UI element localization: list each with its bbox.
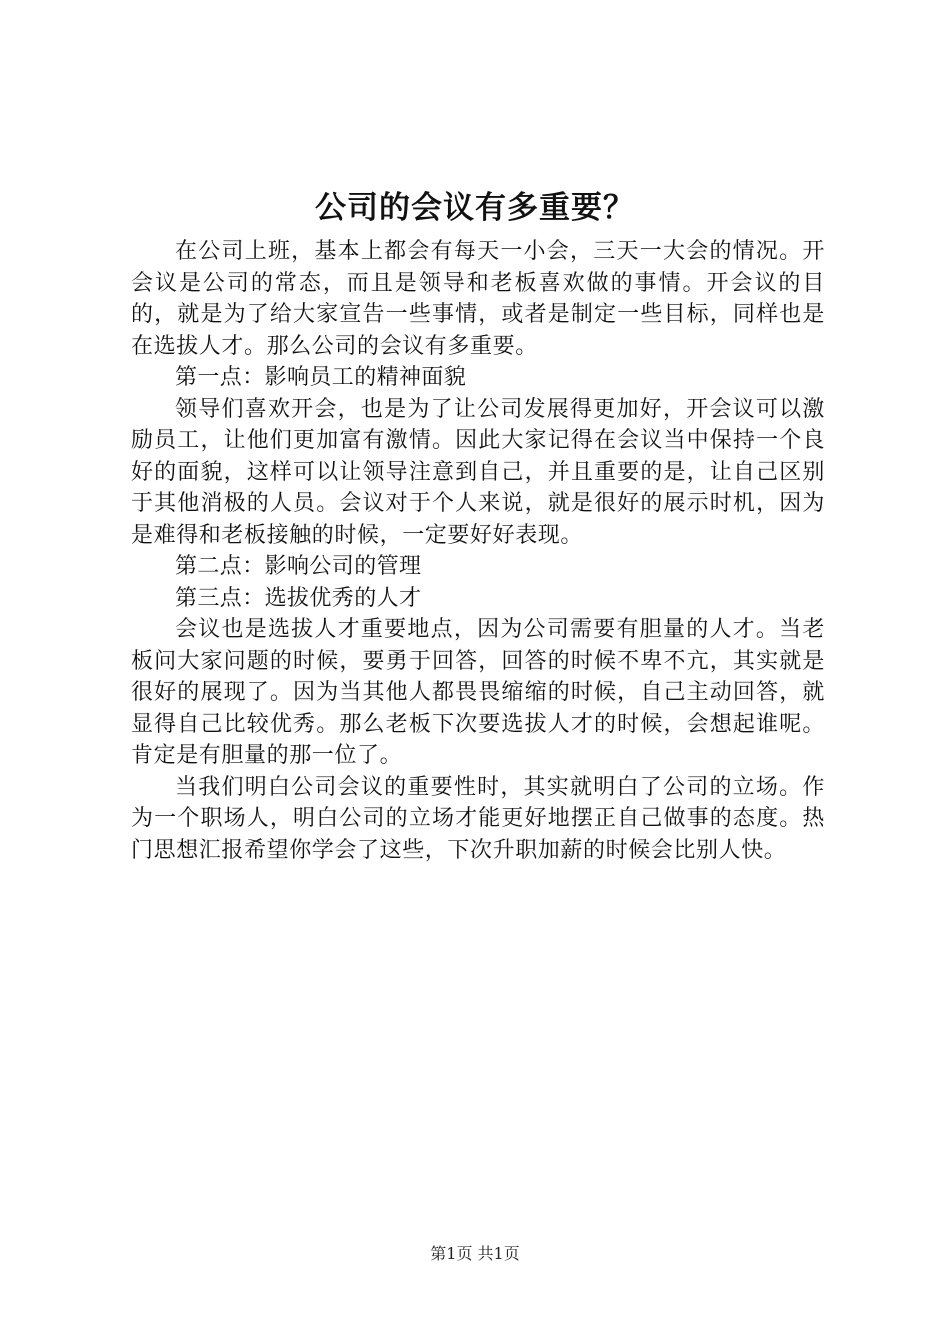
point-three-heading: 第三点：选拔优秀的人才 [175,585,422,611]
document-body [131,236,825,866]
point-one-paragraph: 领导们喜欢开会，也是为了让公司发展得更加好，开会议可以激励员工，让他们更加富有激情。因此大家记得在会议当中保持一个良好的面貌，这样可以让领导注意到自己，并且重要的是，让自己区别于其他消极的人员。会议对于个人来说，就是很好的展示时机，因为是难得和老板接触的时候，一定要好好表现。 [131,396,825,548]
point-three-paragraph: 会议也是选拔人才重要地点，因为公司需要有胆量的人才。当老板问大家问题的时候，要勇于回答，回答的时候不卑不亢，其实就是很好的展现了。因为当其他人都畏畏缩缩的时候，自己主动回答，就显得自己比较优秀。那么老板下次要选拔人才的时候，会想起谁呢。肯定是有胆量的那一位了。 [131,617,825,768]
document-title: 公司的会议有多重要？ [315,190,635,226]
intro-paragraph: 在公司上班，基本上都会有每天一小会，三天一大会的情况。开会议是公司的常态，而且是领导和老板喜欢做的事情。开会议的目的，就是为了给大家宣告一些事情，或者是制定一些目标，同样也是在选拔人才。那么公司的会议有多重要。 [131,239,825,359]
point-one-heading: 第一点：影响员工的精神面貌 [175,365,467,390]
page-footer: 第1页 共1页 [430,1244,520,1263]
point-two-heading: 第二点：影响公司的管理 [175,554,422,579]
conclusion-paragraph: 当我们明白公司会议的重要性时，其实就明白了公司的立场。作为一个职场人，明白公司的立场才能更好地摆正自己做事的态度。热门思想汇报希望你学会了这些，下次升职加薪的时候会比别人快。 [131,774,825,863]
